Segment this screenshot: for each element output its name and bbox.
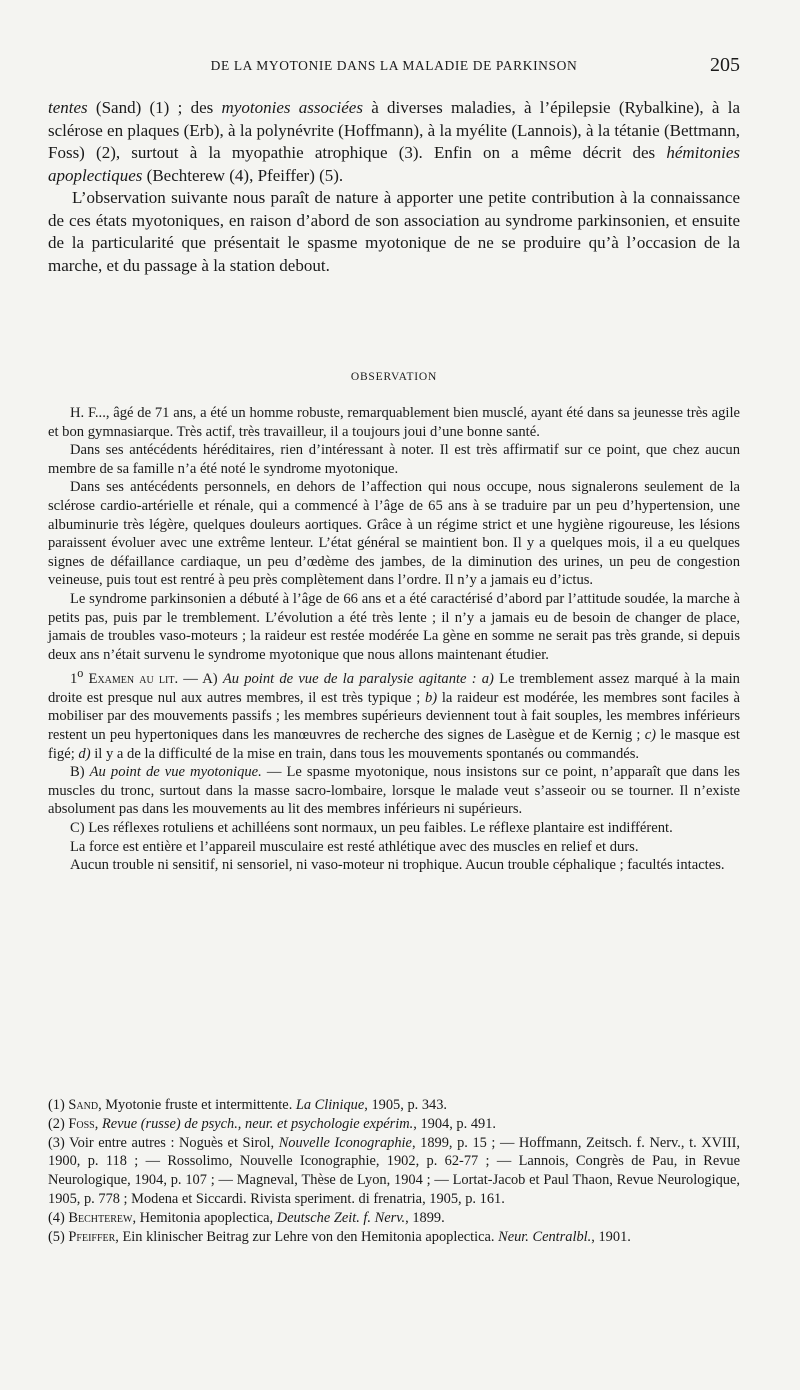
footnote-rest: , 1901. (591, 1228, 631, 1245)
intro-p1-text-f: (Bechterew (4), Pfeiffer) (5). (142, 165, 344, 185)
footnote-mark: (5) (48, 1228, 69, 1245)
obs-p6-italic-b: Au point de vue myotonique. (89, 764, 262, 781)
running-head (48, 54, 740, 82)
obs-p5-text-g: la raideur est modérée, les membres sont faciles à mobiliser par des mouvements passifs ; les membres supérieurs deviennent tout à fait souples, les membres inférieurs restent un peu hypertoniques dans les manœuvres de recherche des signes de Lasègue et de Kernig ; (48, 689, 740, 743)
intro-p1-italic-a: tentes (48, 98, 88, 117)
obs-p5-text-k: il y a de la difficulté de la mise en train, dans tous les mouvements spontanés ou commandés. (90, 745, 640, 762)
observation-text (48, 404, 740, 875)
intro-paragraph-1 (48, 97, 740, 187)
observation-heading: OBSERVATION (350, 371, 438, 383)
footnote-author: Pfeiffer (68, 1228, 116, 1245)
observation-paragraph-1: H. F..., âgé de 71 ans, a été un homme robuste, remarquablement bien musclé, ayant été dans sa jeunesse très agile et bon gymnasiarque. Très actif, très travailleur, il a toujours joui d’une bonne santé. (48, 405, 740, 440)
intro-paragraph-2: L’observation suivante nous paraît de nature à apporter une petite contribution à la connaissance de ces états myotoniques, en raison d’abord de son association au syndrome parkinsonien, et ensuite de la particularité que présentait le spasme myotonique de ne se produire qu’à l’occasion de la marche, et du passage à la station debout. (48, 188, 740, 275)
footnote-mark: (3) (48, 1134, 70, 1151)
running-title: DE LA MYOTONIE DANS LA MALADIE DE PARKINSON (210, 58, 578, 73)
footnote-rest: , 1904, p. 491. (413, 1115, 496, 1132)
observation-paragraph-5 (48, 664, 740, 763)
intro-p1-text-b: (Sand) (1) ; des (87, 98, 222, 117)
footnote-mark: (2) (48, 1115, 69, 1132)
footnote-author: Sand (68, 1097, 99, 1113)
footnote-mark: (4) (48, 1209, 69, 1226)
footnotes (48, 1096, 740, 1246)
footnote-mark: (1) (48, 1097, 69, 1113)
observation-paragraph-8: La force est entière et l’appareil musculaire est resté athlétique avec des muscles en relief et durs. (70, 838, 639, 855)
intro-p1-text-d: à diverses maladies, à l’épilepsie (Rybalkine), à la sclérose en plaques (Erb), à la polynévrite (Hoffmann), à la myélite (Lannois), à la tétanie (Bettmann, Foss) (2), surtout à la myopathie atrophique (3). Enfin on a même décrit des (48, 98, 741, 162)
observation-paragraph-9: Aucun trouble ni sensitif, ni sensoriel, ni vaso-moteur ni trophique. Aucun trouble céphalique ; facultés intactes. (70, 857, 725, 874)
footnote-text: , (94, 1115, 102, 1132)
obs-p5-italic-d: Au point de vue de la paralysie agitante : a) (222, 671, 494, 688)
footnote-author: Foss (68, 1115, 95, 1132)
obs-p5-sup: o (77, 666, 84, 681)
observation-paragraph-4: Le syndrome parkinsonien a débuté à l’âge de 66 ans et a été caractérisé d’abord par l’attitude soudée, la marche à petits pas, puis par le tremblement. L’évolution a été très lente ; il n’y a jamais eu de besoin de changer de place, jamais de troubles vaso-moteurs ; la raideur est restée modérée La gène en somme ne serait pas très grande, si depuis deux ans n’était survenu le syndrome myotonique que nous allons maintenant étudier. (48, 590, 740, 663)
footnote-journal: La Clinique (295, 1097, 365, 1113)
obs-p5-text-c: — A) (178, 671, 223, 688)
footnote-journal: Revue (russe) de psych., neur. et psychologie expérim. (101, 1115, 414, 1132)
obs-p5-italic-f: b) (424, 689, 438, 706)
page-number: 205 (710, 54, 740, 76)
obs-p5-text-e: Le tremblement assez marqué à la main droite est presque nul aux autres membres, il est très typique ; (48, 671, 740, 706)
observation-paragraph-2: Dans ses antécédents héréditaires, rien d’intéressant à noter. Il est très affirmatif sur ce point, que chez aucun membre de sa famille n’a été noté le syndrome myotonique. (48, 442, 740, 477)
footnote (48, 1115, 740, 1134)
footnote-rest: , 1899. (405, 1209, 445, 1226)
observation-paragraph-6 (48, 763, 740, 819)
observation-paragraph-3: Dans ses antécédents personnels, en dehors de l’affection qui nous occupe, nous signalerons seulement de la sclérose cardio-artérielle et rénale, qui a commencé à l’âge de 65 ans à se traduire par un peu d’hypertension, une albuminurie très légère, quelques douleurs aortiques. Grâce à un régime strict et une hygiène rigoureuse, les lésions paraissent évoluer avec une extrême lenteur. L’état général se maintient bon. Il y a quelques mois, il a eu quelques signes de défaillance cardiaque, un peu d’œdème des jambes, de la diminution des urines, un peu de congestion veineuse, puis tout est rentré à peu près complètement dans l’ordre. Il n’y a jamais eu d’ictus. (48, 479, 740, 589)
footnote-journal: Neur. Centralbl. (498, 1228, 592, 1245)
footnote (48, 1209, 740, 1228)
obs-p5-num: 1 (70, 671, 78, 688)
footnote (48, 1096, 740, 1115)
footnote-journal: Nouvelle Iconographie (278, 1134, 412, 1151)
obs-p6-text-a: B) (70, 764, 90, 781)
footnote-rest: , 1899, p. 15 ; — Hoffmann, Zeitsch. f. Nerv., t. XVIII, 1900, p. 118 ; — Rossolimo, Nouvelle Iconographie, 1902, p. 62-77 ; — Lannois, Congrès de Pau, in Revue Neurologique, 1904, p. 107 ; — Magneval, Thèse de Lyon, 1904 ; — Lortat-Jacob et Paul Thaon, Revue Neurologique, 1905, p. 778 ; Modena et Siccardi. Rivista speriment. di frenatria, 1905, p. 161. (48, 1134, 741, 1207)
footnote (48, 1228, 740, 1247)
intro-p1-italic-c: myotonies associées (221, 98, 363, 117)
footnote-rest: , 1905, p. 343. (364, 1097, 448, 1113)
footnote-journal: Deutsche Zeit. f. Nerv. (276, 1209, 406, 1226)
footnote-text: , Hemitonia apoplectica, (132, 1209, 277, 1226)
footnote-text: , Myotonie fruste et intermittente. (98, 1097, 296, 1113)
obs-p5-italic-j: d) (78, 745, 91, 762)
obs-p5-examen: Examen au lit. (83, 671, 179, 688)
observation-paragraph-7: C) Les réflexes rotuliens et achilléens sont normaux, un peu faibles. Le réflexe plantaire est indifférent. (70, 819, 673, 836)
footnote (48, 1134, 740, 1209)
intro-p1-italic-e: hémitonies apoplectiques (48, 143, 740, 185)
obs-p5-text-i: le masque est figé; (48, 726, 740, 762)
obs-p6-text-c: — Le spasme myotonique, nous insistons sur ce point, n’apparaît que dans les muscles du tronc, surtout dans la masse sacro-lombaire, lorsque le malade veut s’asseoir ou se tourner. Il n’existe absolument pas dans les mouvements au lit des membres inférieurs ni supérieurs. (48, 764, 740, 818)
footnote-text: , Ein klinischer Beitrag zur Lehre von den Hemitonia apoplectica. (115, 1228, 499, 1245)
intro-text (48, 97, 740, 277)
footnote-text: Voir entre autres : Noguès et Sirol, (69, 1134, 279, 1151)
footnote-author: Bechterew (68, 1209, 133, 1226)
obs-p5-italic-h: c) (644, 726, 657, 743)
